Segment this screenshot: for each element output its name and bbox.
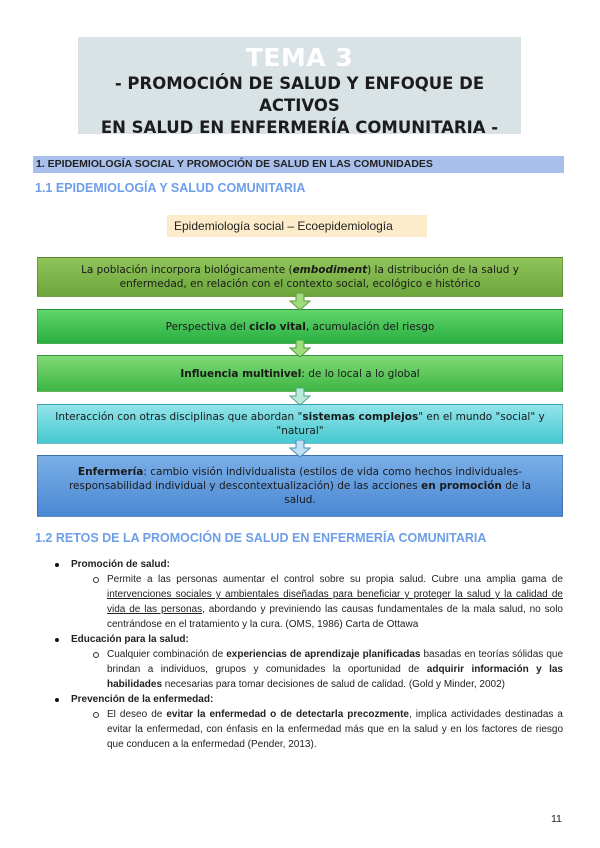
title-line-1: - PROMOCIÓN DE SALUD Y ENFOQUE DE ACTIVOS: [114, 74, 485, 115]
title-main: TEMA 3: [245, 43, 354, 72]
section-heading: 1. EPIDEMIOLOGÍA SOCIAL Y PROMOCIÓN DE SALUD EN LAS COMUNIDADES: [33, 156, 564, 173]
flow-text-1: La población incorpora biológicamente (embodiment) la distribución de la salud y enfermedad, en relación con el contexto social, ecológico e histórico: [81, 264, 519, 290]
flow-text-5: Enfermería: cambio visión individualista (estilos de vida como hechos individuales-responsabilidad individual y descontextualización) de las acciones en promoción de la salud.: [68, 466, 532, 506]
list-item: [55, 632, 563, 692]
bullet-list: [55, 557, 563, 752]
sub-list-item: El deseo de evitar la enfermedad o de detectarla precozmente, implica actividades destinadas a evitar la enfermedad, con énfasis en la enfermedad más que en la salud y en los factores de riesgo que conducen a la enfermedad (Pender, 2013).: [71, 707, 563, 752]
flow-box-embodiment: [37, 257, 563, 297]
bullet-title: Educación para la salud:: [71, 634, 189, 645]
list-item: [55, 557, 563, 632]
diagram-title: Epidemiología social – Ecoepidemiología: [167, 215, 427, 237]
sub-list-item: Permite a las personas aumentar el control sobre su propia salud. Cubre una amplia gama de intervenciones sociales y ambientales diseñadas para beneficiar y proteger la salud y la calidad de vida de las personas, abordando y previniendo las causas fundamentales de la mala salud, no solo centrándose en el tratamiento y la cura. (OMS, 1986) Carta de Ottawa: [71, 572, 563, 632]
page-number: 11: [551, 813, 562, 825]
down-arrow-icon: [289, 388, 311, 406]
flow-text-4: Interacción con otras disciplinas que abordan "sistemas complejos" en el mundo "social" y "natural": [55, 411, 545, 437]
down-arrow-icon: [289, 340, 311, 358]
bullet-title: Promoción de salud:: [71, 559, 170, 570]
flow-box-ciclo-vital: [37, 309, 563, 344]
flow-box-enfermeria: [37, 455, 563, 517]
down-arrow-icon: [289, 440, 311, 458]
title-box: [78, 37, 521, 137]
list-item: [55, 692, 563, 752]
bullet-title: Prevención de la enfermedad:: [71, 694, 214, 705]
sub-list-item: Cualquier combinación de experiencias de aprendizaje planificadas basadas en teorías sólidas que brindan a individuos, grupos y comunidades la oportunidad de adquirir información y las habilidades necesarias para tomar decisiones de salud de calidad. (Gold y Minder, 2002): [71, 647, 563, 692]
subsection-heading-1-2: 1.2 RETOS DE LA PROMOCIÓN DE SALUD EN ENFERMERÍA COMUNITARIA: [35, 531, 487, 545]
subsection-heading-1-1: 1.1 EPIDEMIOLOGÍA Y SALUD COMUNITARIA: [35, 181, 306, 195]
flow-text-2: Perspectiva del ciclo vital, acumulación del riesgo: [165, 320, 435, 333]
flow-box-multinivel: [37, 355, 563, 392]
down-arrow-icon: [289, 293, 311, 311]
title-line-2: EN SALUD EN ENFERMERÍA COMUNITARIA -: [100, 118, 499, 137]
flow-box-disciplinas: [37, 404, 563, 444]
flow-text-3: Influencia multinivel: de lo local a lo global: [180, 367, 420, 380]
